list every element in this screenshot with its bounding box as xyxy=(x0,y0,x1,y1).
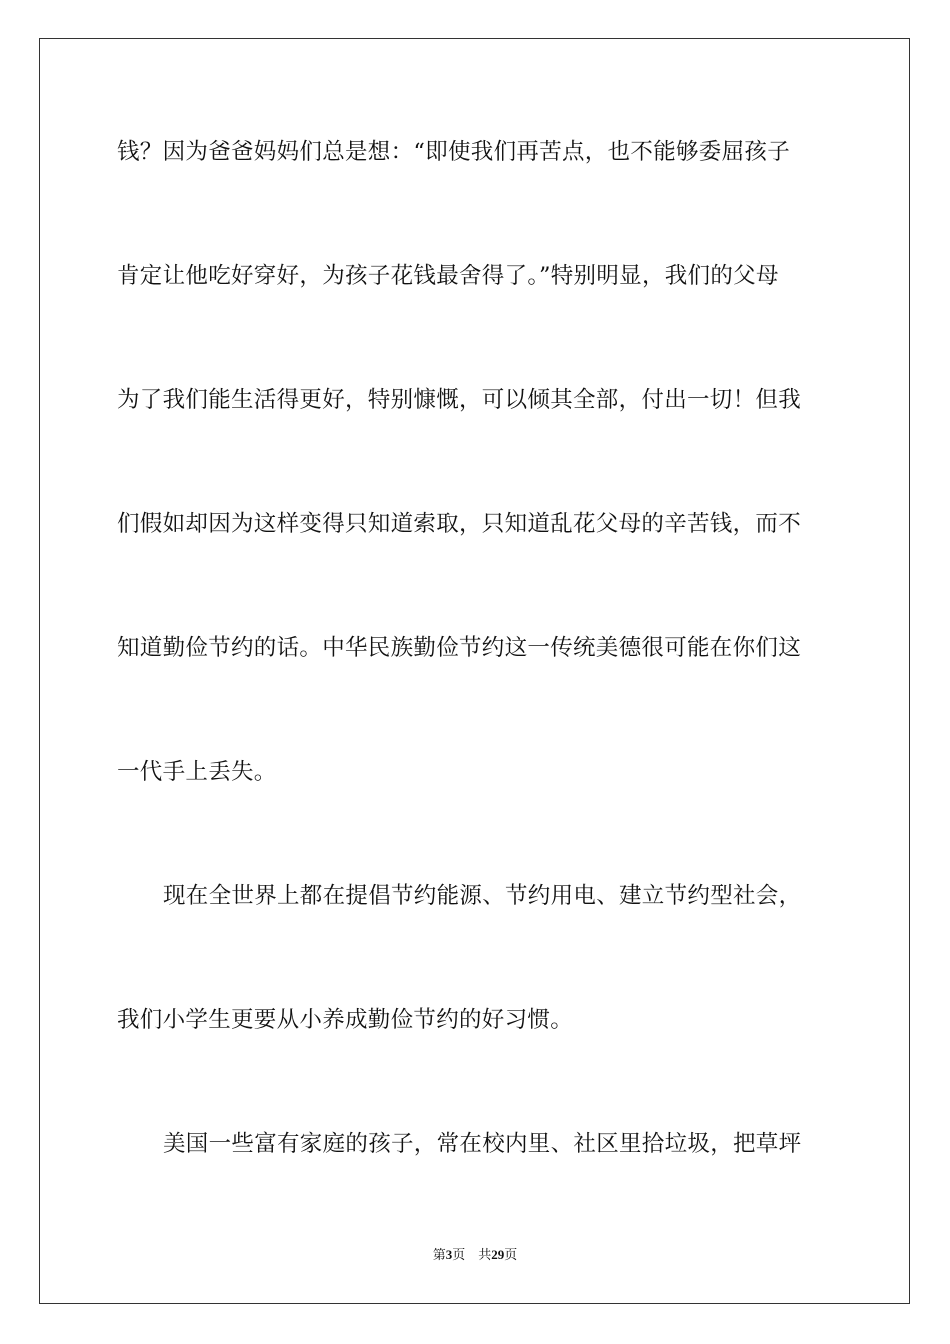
page-prefix: 第 xyxy=(432,1247,446,1262)
text-line-3: 为了我们能生活得更好，特别慷慨，可以倾其全部，付出一切！但我 xyxy=(117,387,802,413)
page-suffix: 页 xyxy=(452,1247,466,1262)
text-line-2: 肯定让他吃好穿好，为孩子花钱最舍得了。”特别明显，我们的父母 xyxy=(117,263,779,289)
page-border xyxy=(39,38,910,1304)
text-line-6: 一代手上丢失。 xyxy=(117,759,277,785)
total-suffix: 页 xyxy=(504,1247,518,1262)
total-pages: 29 xyxy=(491,1247,505,1262)
text-line-4: 们假如却因为这样变得只知道索取，只知道乱花父母的辛苦钱，而不 xyxy=(117,511,802,537)
total-prefix: 共 xyxy=(478,1247,492,1262)
text-line-7: 现在全世界上都在提倡节约能源、节约用电、建立节约型社会， xyxy=(163,883,802,909)
text-line-8: 我们小学生更要从小养成勤俭节约的好习惯。 xyxy=(117,1007,574,1033)
text-line-1: 钱？因为爸爸妈妈们总是想：“即使我们再苦点，也不能够委屈孩子 xyxy=(117,139,791,165)
page-number: 3 xyxy=(445,1247,453,1262)
text-line-5: 知道勤俭节约的话。中华民族勤俭节约这一传统美德很可能在你们这 xyxy=(117,635,802,661)
text-line-9: 美国一些富有家庭的孩子，常在校内里、社区里拾垃圾，把草坪 xyxy=(163,1131,802,1157)
page-footer xyxy=(0,1246,950,1264)
